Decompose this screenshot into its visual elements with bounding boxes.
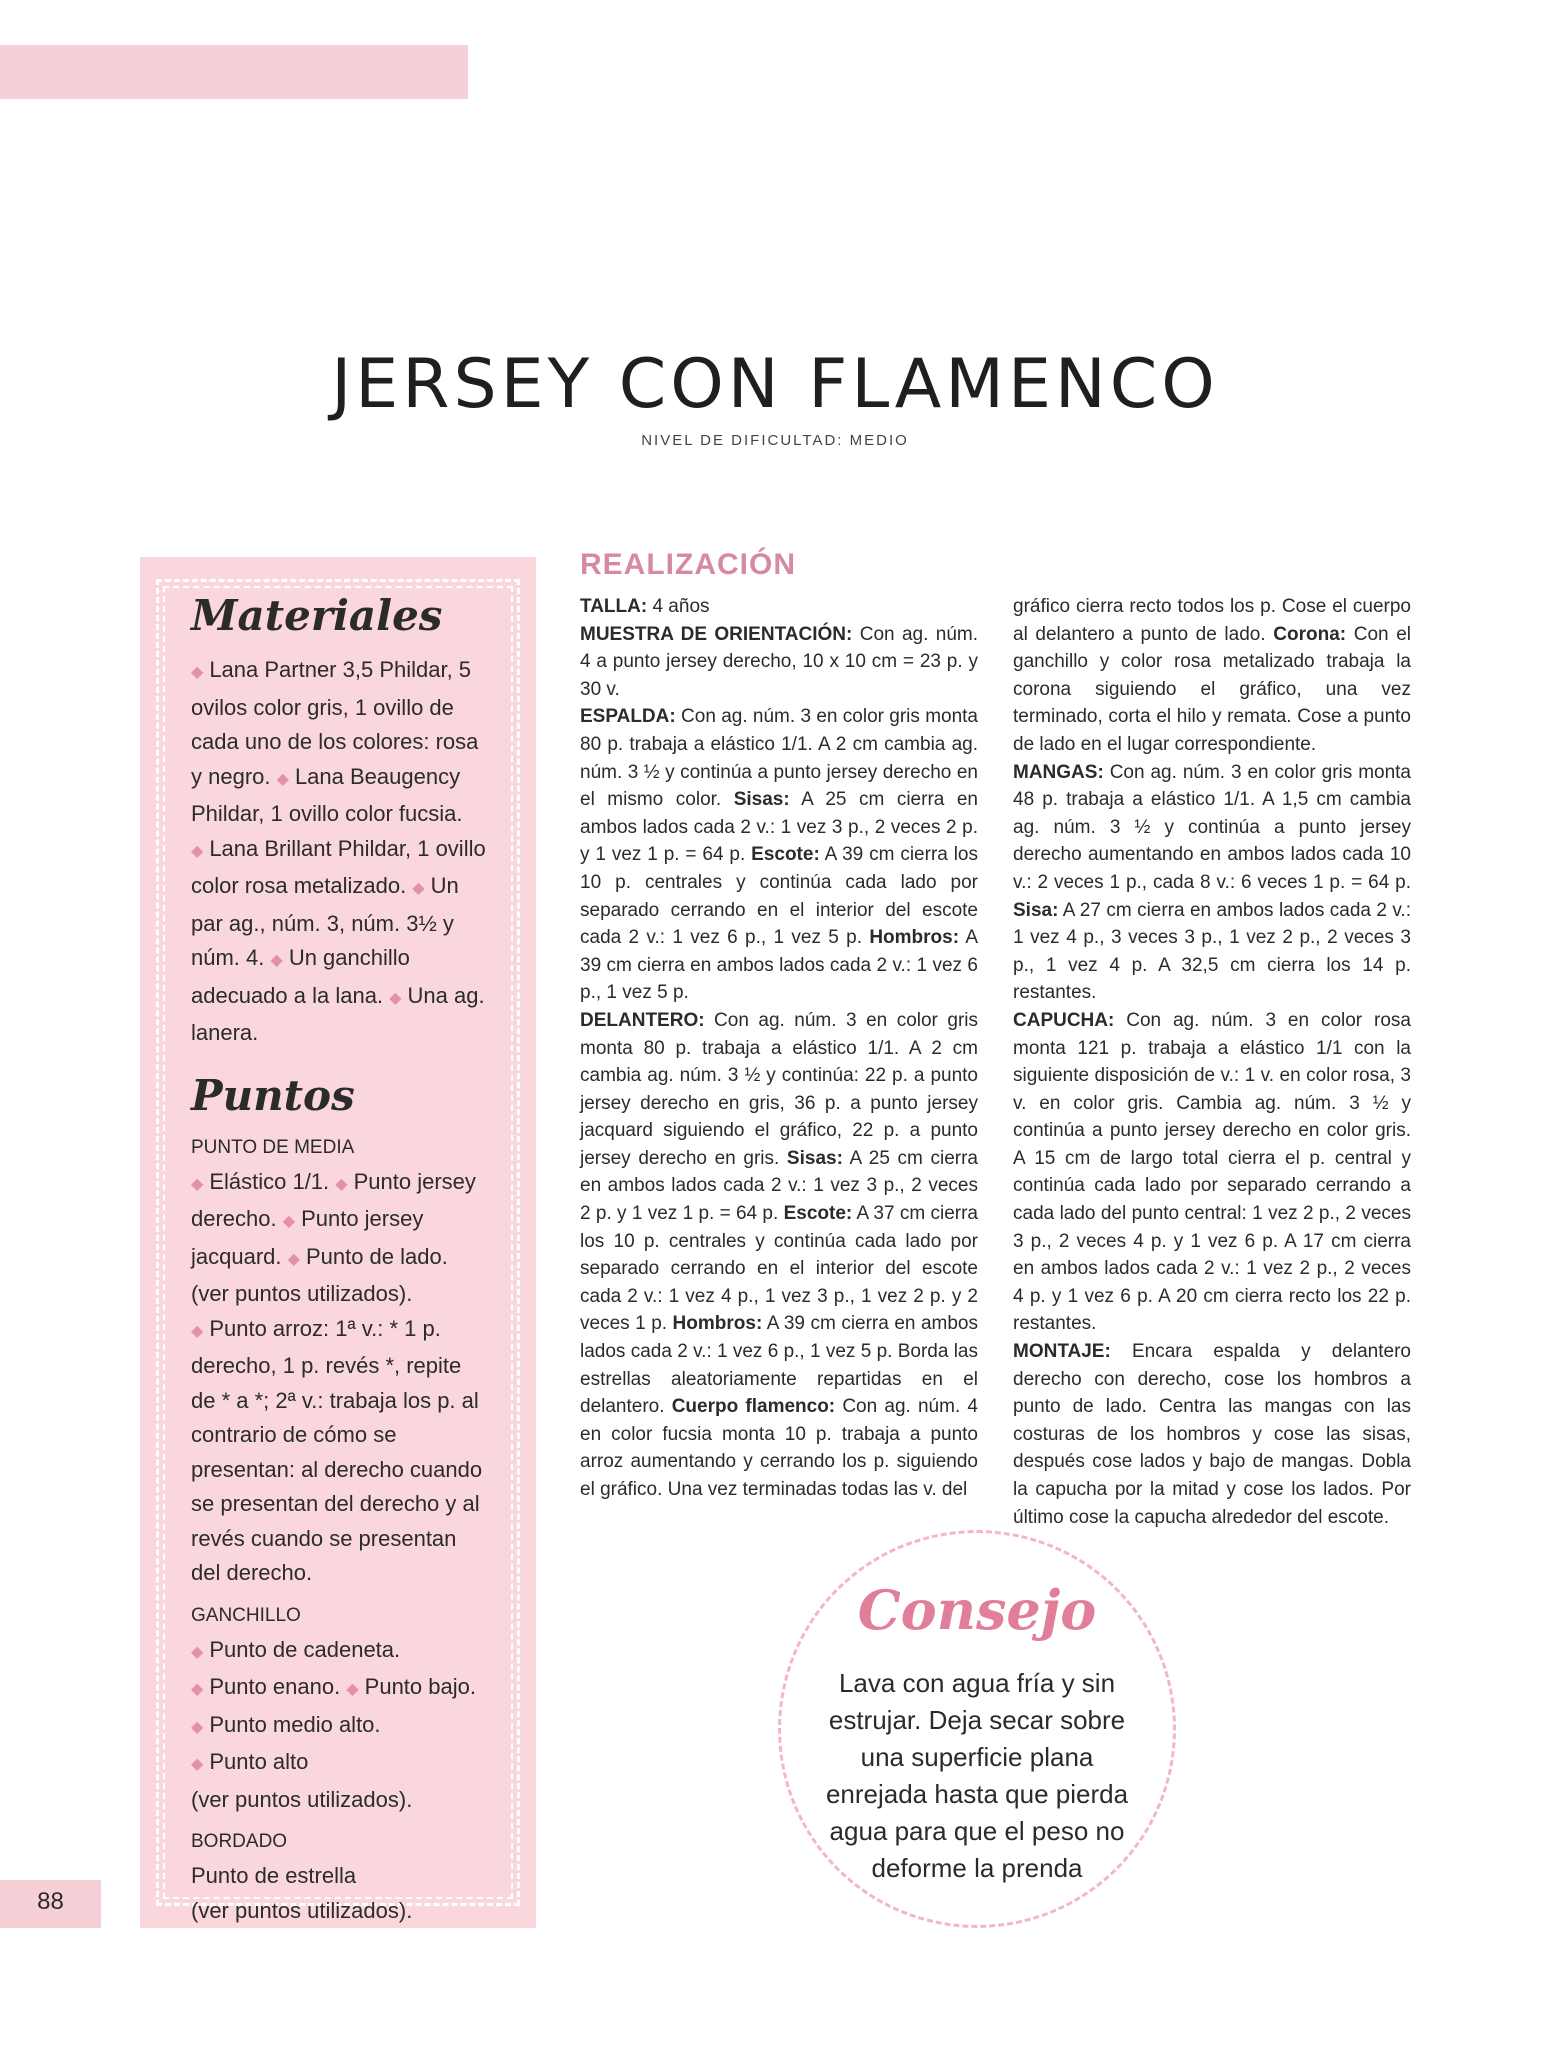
material-item: Lana Brillant Phildar, 1 ovillo color rosa metalizado. — [191, 835, 486, 899]
section-text: Con ag. núm. 3 en color gris monta 48 p. trabaja a elástico 1/1. A 1,5 cm cambia ag. núm. 3 ½ y continúa a punto jersey derecho aumentando en ambos lados cada 10 v.: 2 veces 1 p., cada 8 v.: 6 veces 1 p. = 64 p. — [1013, 761, 1411, 893]
section-text: gráfico cierra recto todos los p. Cose el cuerpo al delantero a punto de lado. — [1013, 596, 1411, 645]
section-label: MONTAJE: — [1013, 1341, 1111, 1363]
diamond-bullet-icon: ◆ — [191, 1175, 204, 1193]
ganchillo-item: Punto alto — [209, 1749, 309, 1775]
talla-paragraph — [580, 593, 978, 621]
section-text: A 25 cm cierra en ambos lados cada 2 v.: 1 vez 3 p., 2 veces 2 p. y 1 vez 1 p. = 64 p. — [580, 1147, 978, 1225]
punto-item: Punto jersey derecho. — [191, 1168, 476, 1232]
section-text: Con ag. núm. 3 en color gris monta 80 p. trabaja a elástico 1/1. A 2 cm cambia ag. núm. 3 ½ y continúa: 22 p. a punto jersey derecho en gris, 36 p. a punto jersey jacquard siguiendo el gráfico, 22 p. a punto jersey derecho en gris. — [580, 1009, 978, 1169]
bordado-item: Punto de estrella — [191, 1863, 357, 1889]
diamond-bullet-icon: ◆ — [191, 1681, 204, 1699]
section-label: DELANTERO: — [580, 1009, 705, 1031]
section-text: A 25 cm cierra en ambos lados cada 2 v.: 1 vez 3 p., 2 veces 2 p. y 1 vez 1 p. = 64 p. — [580, 789, 978, 866]
section-label: MANGAS: — [1013, 761, 1104, 783]
diamond-bullet-icon: ◆ — [191, 842, 204, 860]
section-text: Con ag. núm. 4 en color fucsia monta 10 p. trabaja a punto arroz aumentando y cerrando los p. siguiendo el gráfico. Una vez terminadas todas las v. del — [580, 1396, 978, 1500]
consejo-text: Lava con agua fría y sin estrujar. Deja secar sobre una superficie plana enrejada hasta que pierda agua para que el peso no deforme la prenda — [825, 1668, 1129, 1883]
sidebar-content — [191, 593, 491, 1928]
page-number: 88 — [37, 1888, 64, 1915]
diamond-bullet-icon: ◆ — [191, 664, 204, 682]
section-label: Sisa: — [1013, 899, 1059, 921]
consejo-tip-circle — [778, 1530, 1176, 1928]
section-label: TALLA: — [580, 596, 648, 617]
punto-item: Punto jersey jacquard. — [191, 1206, 424, 1269]
top-decorative-band — [0, 45, 468, 99]
diamond-bullet-icon: ◆ — [412, 880, 425, 898]
diamond-bullet-icon: ◆ — [191, 1322, 204, 1340]
diamond-bullet-icon: ◆ — [335, 1175, 348, 1193]
section-text: Encara espalda y delantero derecho con derecho, cose los hombros a punto de lado. Centra las mangas con las costuras de los hombros y cose las sisas, después cose lados y bajo de mangas. Dobla la capucha por la mitad y cose los lados. Por último cose la capucha alrededor del escote. — [1013, 1341, 1411, 1528]
punto-note: (ver puntos utilizados). — [191, 1281, 413, 1307]
material-item: Un par ag., núm. 3, núm. 3½ y núm. 4. — [191, 873, 459, 971]
diamond-bullet-icon: ◆ — [287, 1250, 300, 1268]
ganchillo-item: Punto bajo. — [364, 1674, 476, 1700]
section-label: Corona: — [1273, 623, 1347, 645]
material-item: Lana Partner 3,5 Phildar, 5 ovilos color gris, 1 ovillo de cada uno de los colores: rosa y negro. — [191, 657, 479, 789]
section-label: Hombros: — [672, 1313, 763, 1335]
punto-media-label: PUNTO DE MEDIA — [191, 1136, 355, 1158]
ganchillo-list — [191, 1633, 491, 1818]
section-label: CAPUCHA: — [1013, 1009, 1115, 1031]
section-label: Cuerpo flamenco: — [671, 1396, 836, 1418]
materials-heading: Materiales — [191, 591, 443, 640]
section-text: A 39 cm cierra en ambos lados cada 2 v.: 1 vez 6 p., 1 vez 5 p. Borda las estrellas aleatoriamente repartidas en el delantero. — [580, 1313, 978, 1418]
section-label: MUESTRA DE ORIENTACIÓN: — [580, 623, 853, 645]
espalda-paragraph — [580, 703, 978, 1007]
section-text: A 37 cm cierra los 10 p. centrales y continúa cada lado por separado cerrando en el interior del escote cada 2 v.: 1 vez 4 p., 1 vez 3 p., 1 vez 2 p. y 2 veces 1 p. — [580, 1203, 978, 1335]
material-item: Un ganchillo adecuado a la lana. — [191, 945, 410, 1008]
material-item: Una ag. lanera. — [191, 982, 485, 1046]
section-label: Escote: — [783, 1203, 853, 1225]
section-text: 4 años — [647, 596, 710, 617]
diamond-bullet-icon: ◆ — [276, 770, 289, 788]
section-text: Con ag. núm. 3 en color gris monta 80 p. trabaja a elástico 1/1. A 2 cm cambia ag. núm. 3 ½ y continúa a punto jersey derecho en el mismo color. — [580, 706, 978, 811]
punto-item: Punto de lado. — [305, 1243, 448, 1269]
bordado-label: BORDADO — [191, 1831, 288, 1853]
section-label: ESPALDA: — [580, 706, 676, 728]
diamond-bullet-icon: ◆ — [346, 1681, 359, 1699]
puntos-heading: Puntos — [191, 1070, 355, 1120]
difficulty-subtitle: NIVEL DE DIFICULTAD: MEDIO — [641, 432, 909, 449]
page-title: JERSEY CON FLAMENCO — [331, 345, 1219, 424]
ganchillo-label: GANCHILLO — [191, 1604, 301, 1626]
material-item: Lana Beaugency Phildar, 1 ovillo color fucsia. — [191, 763, 463, 827]
instructions-column-2 — [1013, 593, 1411, 1531]
delantero-paragraph — [580, 1007, 978, 1504]
section-label: Escote: — [751, 844, 820, 866]
diamond-bullet-icon: ◆ — [191, 1718, 204, 1736]
corona-paragraph — [1013, 593, 1411, 759]
ganchillo-item: Punto de cadeneta. — [209, 1636, 401, 1662]
diamond-bullet-icon: ◆ — [282, 1213, 296, 1231]
diamond-bullet-icon: ◆ — [191, 1643, 204, 1661]
ganchillo-note: (ver puntos utilizados). — [191, 1786, 413, 1812]
ganchillo-item: Punto enano. — [209, 1674, 341, 1700]
realizacion-heading: REALIZACIÓN — [580, 548, 796, 581]
section-label: Hombros: — [869, 927, 960, 949]
diamond-bullet-icon: ◆ — [389, 989, 402, 1007]
materials-sidebar — [140, 557, 536, 1928]
punto-item: Elástico 1/1. — [209, 1168, 330, 1194]
bordado-note: (ver puntos utilizados). — [191, 1897, 413, 1923]
section-label: Sisas: — [786, 1147, 843, 1169]
materials-list — [191, 653, 491, 1051]
section-label: Sisas: — [733, 789, 790, 811]
montaje-paragraph — [1013, 1338, 1411, 1531]
ganchillo-item: Punto medio alto. — [209, 1711, 381, 1737]
muestra-paragraph — [580, 621, 978, 704]
section-text: A 39 cm cierra los 10 p. centrales y continúa cada lado por separado cerrando en el interior del escote cada 2 v.: 1 vez 6 p., 1 vez 5 p. — [580, 844, 978, 949]
section-text: A 27 cm cierra en ambos lados cada 2 v.: 1 vez 4 p., 3 veces 3 p., 1 vez 2 p., 2 veces 3 p., 1 vez 4 p. A 32,5 cm cierra los 14 p. restantes. — [1013, 899, 1411, 1004]
mangas-paragraph — [1013, 759, 1411, 1007]
section-text: Con ag. núm. 3 en color rosa monta 121 p. trabaja a elástico 1/1 con la siguiente disposición de v.: 1 v. en color rosa, 3 v. en color gris. Cambia ag. núm. 3 ½ y continúa a punto jersey derecho en color gris. A 15 cm de largo total cierra el p. central y continúa cada lado por separado cerrando a cada lado del punto central: 1 vez 2 p., 2 veces 3 p., 2 veces 4 p. y 1 vez 6 p. A 17 cm cierra en ambos lados cada 2 v.: 1 vez 2 p., 2 veces 4 p. y 1 vez 6 p. A 20 cm cierra recto los 22 p. restantes. — [1013, 1009, 1411, 1335]
consejo-title: Consejo — [857, 1578, 1097, 1642]
bordado-list — [191, 1859, 491, 1928]
instructions-column-1 — [580, 593, 978, 1504]
capucha-paragraph — [1013, 1007, 1411, 1338]
punto-media-list — [191, 1165, 491, 1591]
section-text: A 39 cm cierra en ambos lados cada 2 v.: 1 vez 6 p., 1 vez 5 p. — [580, 927, 978, 1004]
diamond-bullet-icon: ◆ — [270, 952, 283, 970]
section-text: Con ag. núm. 4 a punto jersey derecho, 10 x 10 cm = 23 p. y 30 v. — [580, 623, 978, 700]
punto-arroz-item: Punto arroz: 1ª v.: * 1 p. derecho, 1 p. revés *, repite de * a *; 2ª v.: trabaja los p. al contrario de cómo se presentan: al derecho cuando se presentan del derecho y al revés cuando se presentan del derecho. — [191, 1315, 483, 1586]
diamond-bullet-icon: ◆ — [191, 1756, 204, 1774]
section-text: Con el ganchillo y color rosa metalizado trabaja la corona siguiendo el gráfico, una vez terminado, corta el hilo y remata. Cose a punto de lado en el lugar correspondiente. — [1013, 623, 1412, 755]
